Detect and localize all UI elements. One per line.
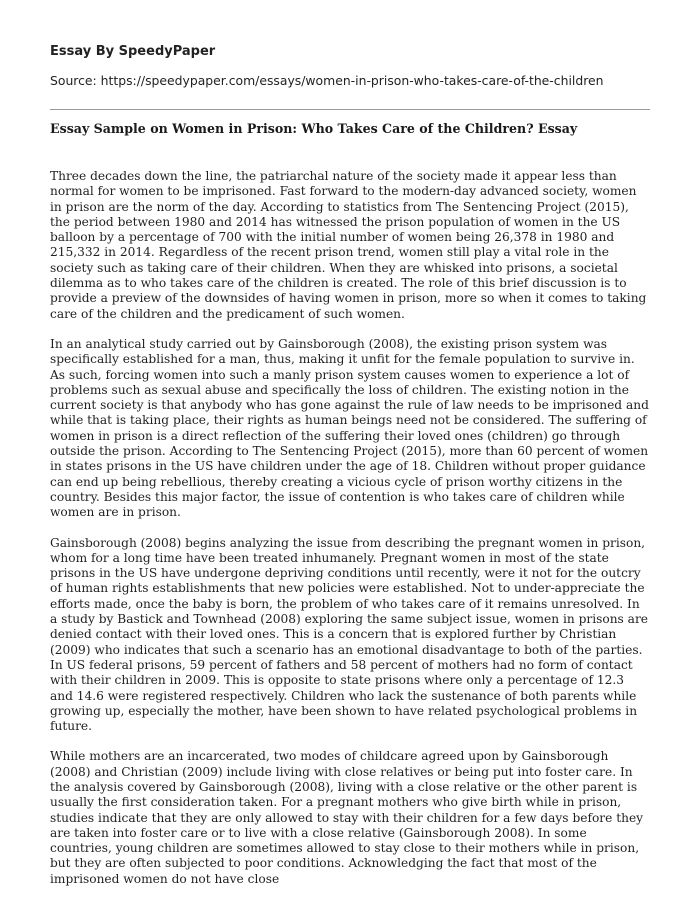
paragraph: Gainsborough (2008) begins analyzing the issue from describing the pregnant women in prison, whom for a long time have been treated inhumanely. Pregnant women in most of the state prisons in the US have undergone depriving conditions until recently, were it not for the outcry of human rights establishments that new policies were established. Not to under-appreciate the efforts made, once the baby is born, the problem of who takes care of it remains unresolved. In a study by Bastick and Townhead (2008) exploring the same subject issue, women in prisons are denied contact with their loved ones. This is a concern that is explored further by Christian (2009) who indicates that such a scenario has an emotional disadvantage to both of the parties. In US federal prisons, 59 percent of fathers and 58 percent of mothers had no form of contact with their children in 2009. This is opposite to state prisons where only a percentage of 12.3 and 14.6 were registered respectively. Children who lack the sustenance of both parents while growing up, especially the mother, have been shown to have related psychological problems in future. (50, 535, 648, 734)
document-header-title: Essay By SpeedyPaper (50, 44, 216, 59)
essay-body (50, 169, 650, 902)
essay-title: Essay Sample on Women in Prison: Who Takes Care of the Children? Essay (50, 121, 578, 136)
paragraph: Three decades down the line, the patriarchal nature of the society made it appear less than normal for women to be imprisoned. Fast forward to the modern-day advanced society, women in prison are the norm of the day. According to statistics from The Sentencing Project (2015), the period between 1980 and 2014 has witnessed the prison population of women in the US balloon by a percentage of 700 with the initial number of women being 26,378 in 1980 and 215,332 in 2014. Regardless of the recent prison trend, women still play a vital role in the society such as taking care of their children. When they are whisked into prisons, a societal dilemma as to who takes care of the children is created. The role of this brief discussion is to provide a preview of the downsides of having women in prison, more so when it comes to taking care of the children and the predicament of such women. (50, 169, 647, 321)
divider (50, 109, 650, 110)
paragraph: In an analytical study carried out by Gainsborough (2008), the existing prison system was specifically established for a man, thus, making it unfit for the female population to survive in. As such, forcing women into such a manly prison system causes women to experience a lot of problems such as sexual abuse and specifically the loss of children. The existing notion in the current society is that anybody who has gone against the rule of law needs to be imprisoned and while that is taking place, their rights as human beings need not be considered. The suffering of women in prison is a direct reflection of the suffering their loved ones (children) go through outside the prison. According to The Sentencing Project (2015), more than 60 percent of women in states prisons in the US have children under the age of 18. Children without proper guidance can end up being rebellious, thereby creating a vicious cycle of prison worthy citizens in the country. Besides this major factor, the issue of contention is who takes care of children while women are in prison. (50, 336, 649, 520)
paragraph: While mothers are an incarcerated, two modes of childcare agreed upon by Gainsborough (2008) and Christian (2009) include living with close relatives or being put into foster care. In the analysis covered by Gainsborough (2008), living with a close relative or the other parent is usually the first consideration taken. For a pregnant mothers who give birth while in prison, studies indicate that they are only allowed to stay with their children for a few days before they are taken into foster care or to live with a close relative (Gainsborough 2008). In some countries, young children are sometimes allowed to stay close to their mothers while in prison, but they are often subjected to poor conditions. Acknowledging the fact that most of the imprisoned women do not have close (50, 749, 644, 886)
source-line: Source: https://speedypaper.com/essays/women-in-prison-who-takes-care-of-the-children (50, 73, 604, 88)
